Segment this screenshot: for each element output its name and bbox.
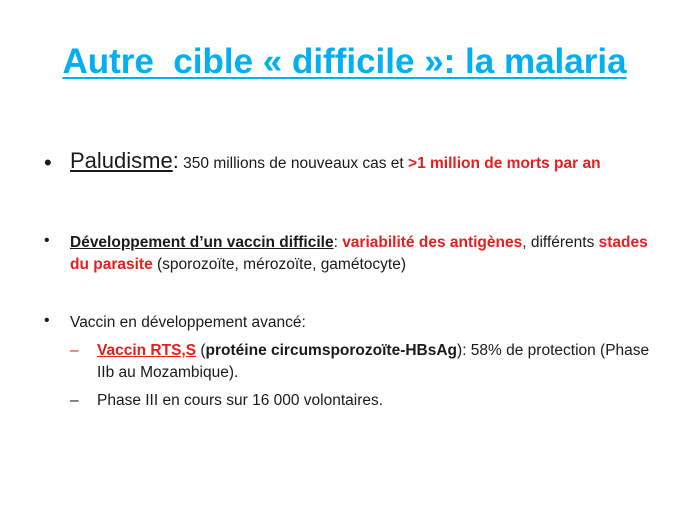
sub1-text1: (: [196, 342, 206, 359]
sub1-text2: ): 58% de protection (Phase IIb au Mozambique).: [97, 342, 650, 381]
slide-title: Autre cible « difficile »: la malaria: [62, 42, 627, 81]
protein-name: protéine circumsporozoïte-HBsAg: [205, 342, 458, 359]
bullet2-highlight2: stades du parasite: [70, 234, 648, 273]
bullet3-text: Vaccin en développement avancé:: [70, 314, 306, 331]
sub2-text: Phase III en cours sur 16 000 volontaires.: [97, 392, 384, 409]
bullet-text: [70, 232, 664, 276]
term-paludisme: Paludisme: [70, 148, 173, 173]
bullet-vaccin-avance: [44, 312, 664, 334]
sub-bullet-rtss: [70, 340, 660, 384]
bullet1-text: 350 millions de nouveaux cas et: [178, 155, 409, 172]
sub-bullet-text: [97, 340, 660, 384]
bullet2-text3: (sporozoïte, mérozoïte, gamétocyte): [152, 256, 406, 273]
bullet1-highlight: >1 million de morts par an: [408, 155, 601, 172]
bullet-paludisme: [44, 150, 654, 175]
term-developpement: Développement d’un vaccin difficile: [70, 234, 334, 251]
sub-bullet-marker: –: [70, 342, 79, 359]
bullet-vaccin-difficile: [44, 232, 664, 276]
term-colon: :: [172, 148, 179, 173]
bullet-text: [70, 150, 654, 175]
bullet2-text1: :: [333, 234, 343, 251]
bullet-marker: •: [44, 232, 50, 249]
bullet-marker: •: [44, 150, 52, 175]
bullet2-text2: , différents: [522, 234, 599, 251]
sub-bullet-phase3: [70, 390, 660, 412]
bullet-marker: •: [44, 312, 50, 329]
sub-bullet-marker: –: [70, 392, 79, 409]
vaccine-name: Vaccin RTS,S: [97, 342, 197, 359]
bullet2-highlight1: variabilité des antigènes: [342, 234, 523, 251]
